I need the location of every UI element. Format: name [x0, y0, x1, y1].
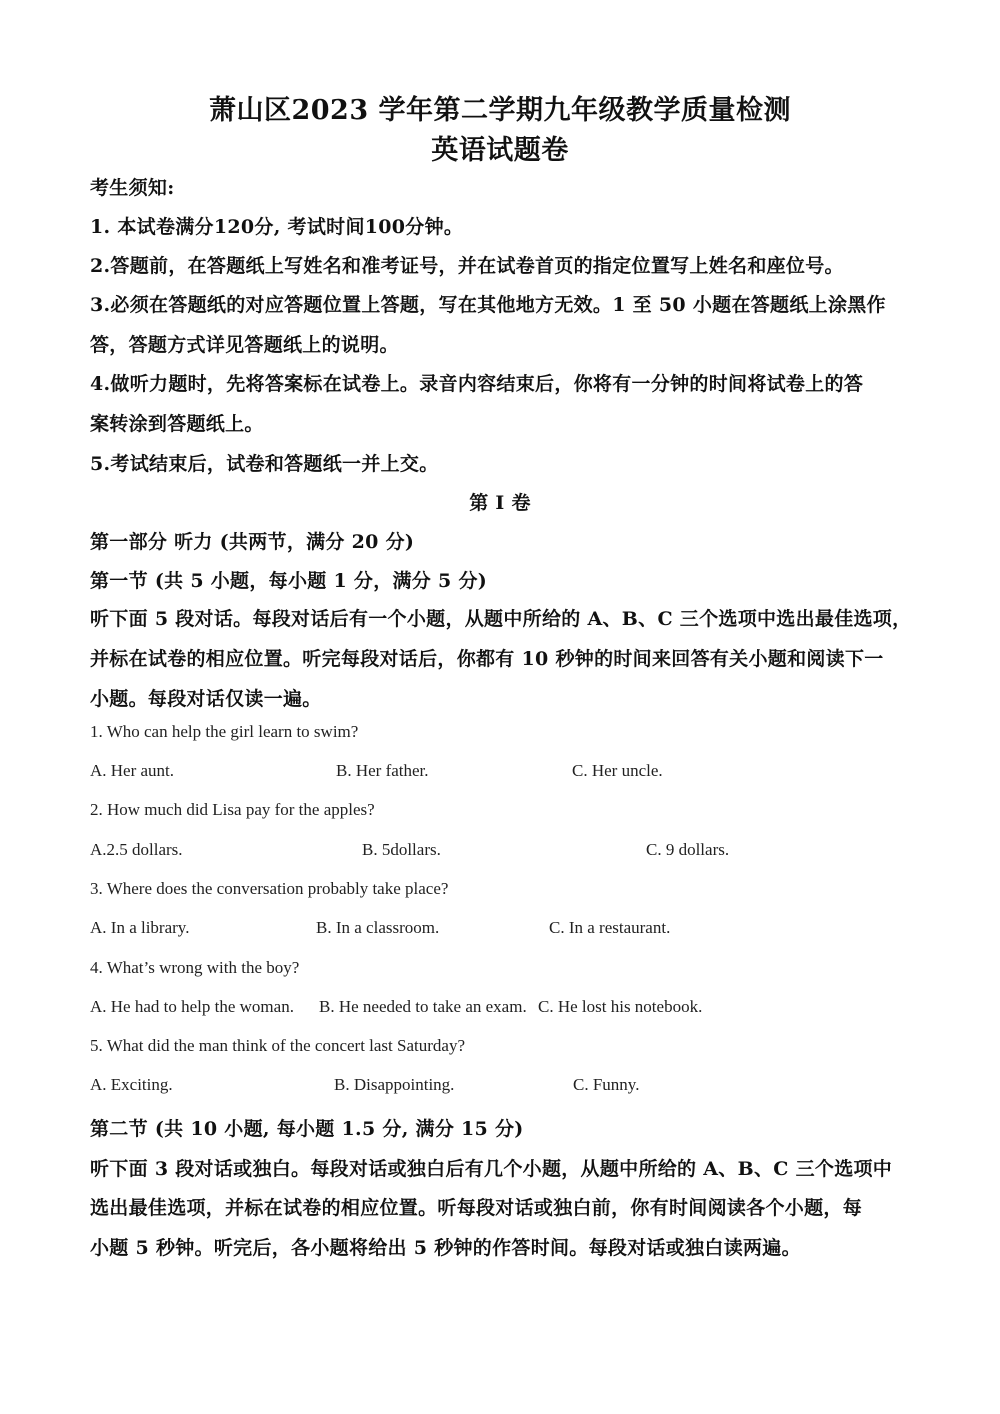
notice-item: 4.做听力题时，先将答案标在试卷上。录音内容结束后，你将有一分钟的时间将试卷上的答: [90, 373, 864, 395]
section2-instructions: 听下面 3 段对话或独白。每段对话或独白后有几个小题，从题中所给的 A、B、C 三个选项中: [90, 1158, 893, 1180]
option-a: A. He had to help the woman.: [90, 997, 294, 1016]
exam-title: 萧山区2023 学年第二学期九年级教学质量检测: [208, 95, 792, 126]
section2-instructions: 选出最佳选项，并标在试卷的相应位置。听每段对话或独白前，你有时间阅读各个小题，每: [90, 1197, 863, 1219]
option-a: A. In a library.: [90, 918, 190, 937]
option-a: A. Exciting.: [90, 1075, 173, 1094]
option-b: B. He needed to take an exam.: [319, 997, 527, 1016]
notice-item: 3.必须在答题纸的对应答题位置上答题，写在其他地方无效。1 至 50 小题在答题纸上涂黑作: [90, 294, 886, 316]
option-b: B. 5dollars.: [362, 840, 441, 859]
option-c: C. In a restaurant.: [549, 918, 671, 937]
option-c: C. He lost his notebook.: [538, 997, 703, 1016]
option-a: A.2.5 dollars.: [90, 840, 183, 859]
notice-heading: 考生须知:: [90, 177, 175, 199]
option-b: B. Disappointing.: [334, 1075, 455, 1094]
option-c: C. Funny.: [573, 1075, 640, 1094]
option-c: C. Her uncle.: [572, 761, 663, 780]
section1-instructions: 并标在试卷的相应位置。听完每段对话后，你都有 10 秒钟的时间来回答有关小题和阅读下一: [90, 648, 884, 670]
option-b: B. In a classroom.: [316, 918, 440, 937]
question-5: 5. What did the man think of the concert last Saturday?: [90, 1036, 465, 1055]
section1-instructions: 小题。每段对话仅读一遍。: [90, 688, 322, 710]
option-a: A. Her aunt.: [90, 761, 175, 780]
option-c: C. 9 dollars.: [646, 840, 730, 859]
notice-item: 案转涂到答题纸上。: [90, 413, 264, 435]
section2-instructions: 小题 5 秒钟。听完后，各小题将给出 5 秒钟的作答时间。每段对话或独白读两遍。: [90, 1237, 801, 1259]
question-4: 4. What’s wrong with the boy?: [90, 958, 300, 977]
question-2: 2. How much did Lisa pay for the apples?: [90, 800, 375, 819]
notice-item: 1. 本试卷满分120分, 考试时间100分钟。: [90, 216, 464, 238]
exam-subtitle: 英语试题卷: [431, 135, 569, 166]
option-b: B. Her father.: [336, 761, 429, 780]
section1-instructions: 听下面 5 段对话。每段对话后有一个小题，从题中所给的 A、B、C 三个选项中选出最佳选项，: [90, 608, 912, 630]
volume-heading: 第 I 卷: [469, 492, 531, 514]
section1-heading: 第一节 (共 5 小题，每小题 1 分，满分 5 分): [90, 570, 488, 592]
part1-heading: 第一部分 听力 (共两节，满分 20 分): [90, 531, 415, 553]
notice-item: 5.考试结束后，试卷和答题纸一并上交。: [90, 453, 439, 475]
notice-item: 答，答题方式详见答题纸上的说明。: [90, 334, 399, 356]
notice-item: 2.答题前，在答题纸上写姓名和准考证号，并在试卷首页的指定位置写上姓名和座位号。: [90, 255, 844, 277]
section2-heading: 第二节 (共 10 小题, 每小题 1.5 分, 满分 15 分): [90, 1118, 524, 1140]
question-3: 3. Where does the conversation probably take place?: [90, 879, 449, 898]
question-1: 1. Who can help the girl learn to swim?: [90, 722, 359, 741]
